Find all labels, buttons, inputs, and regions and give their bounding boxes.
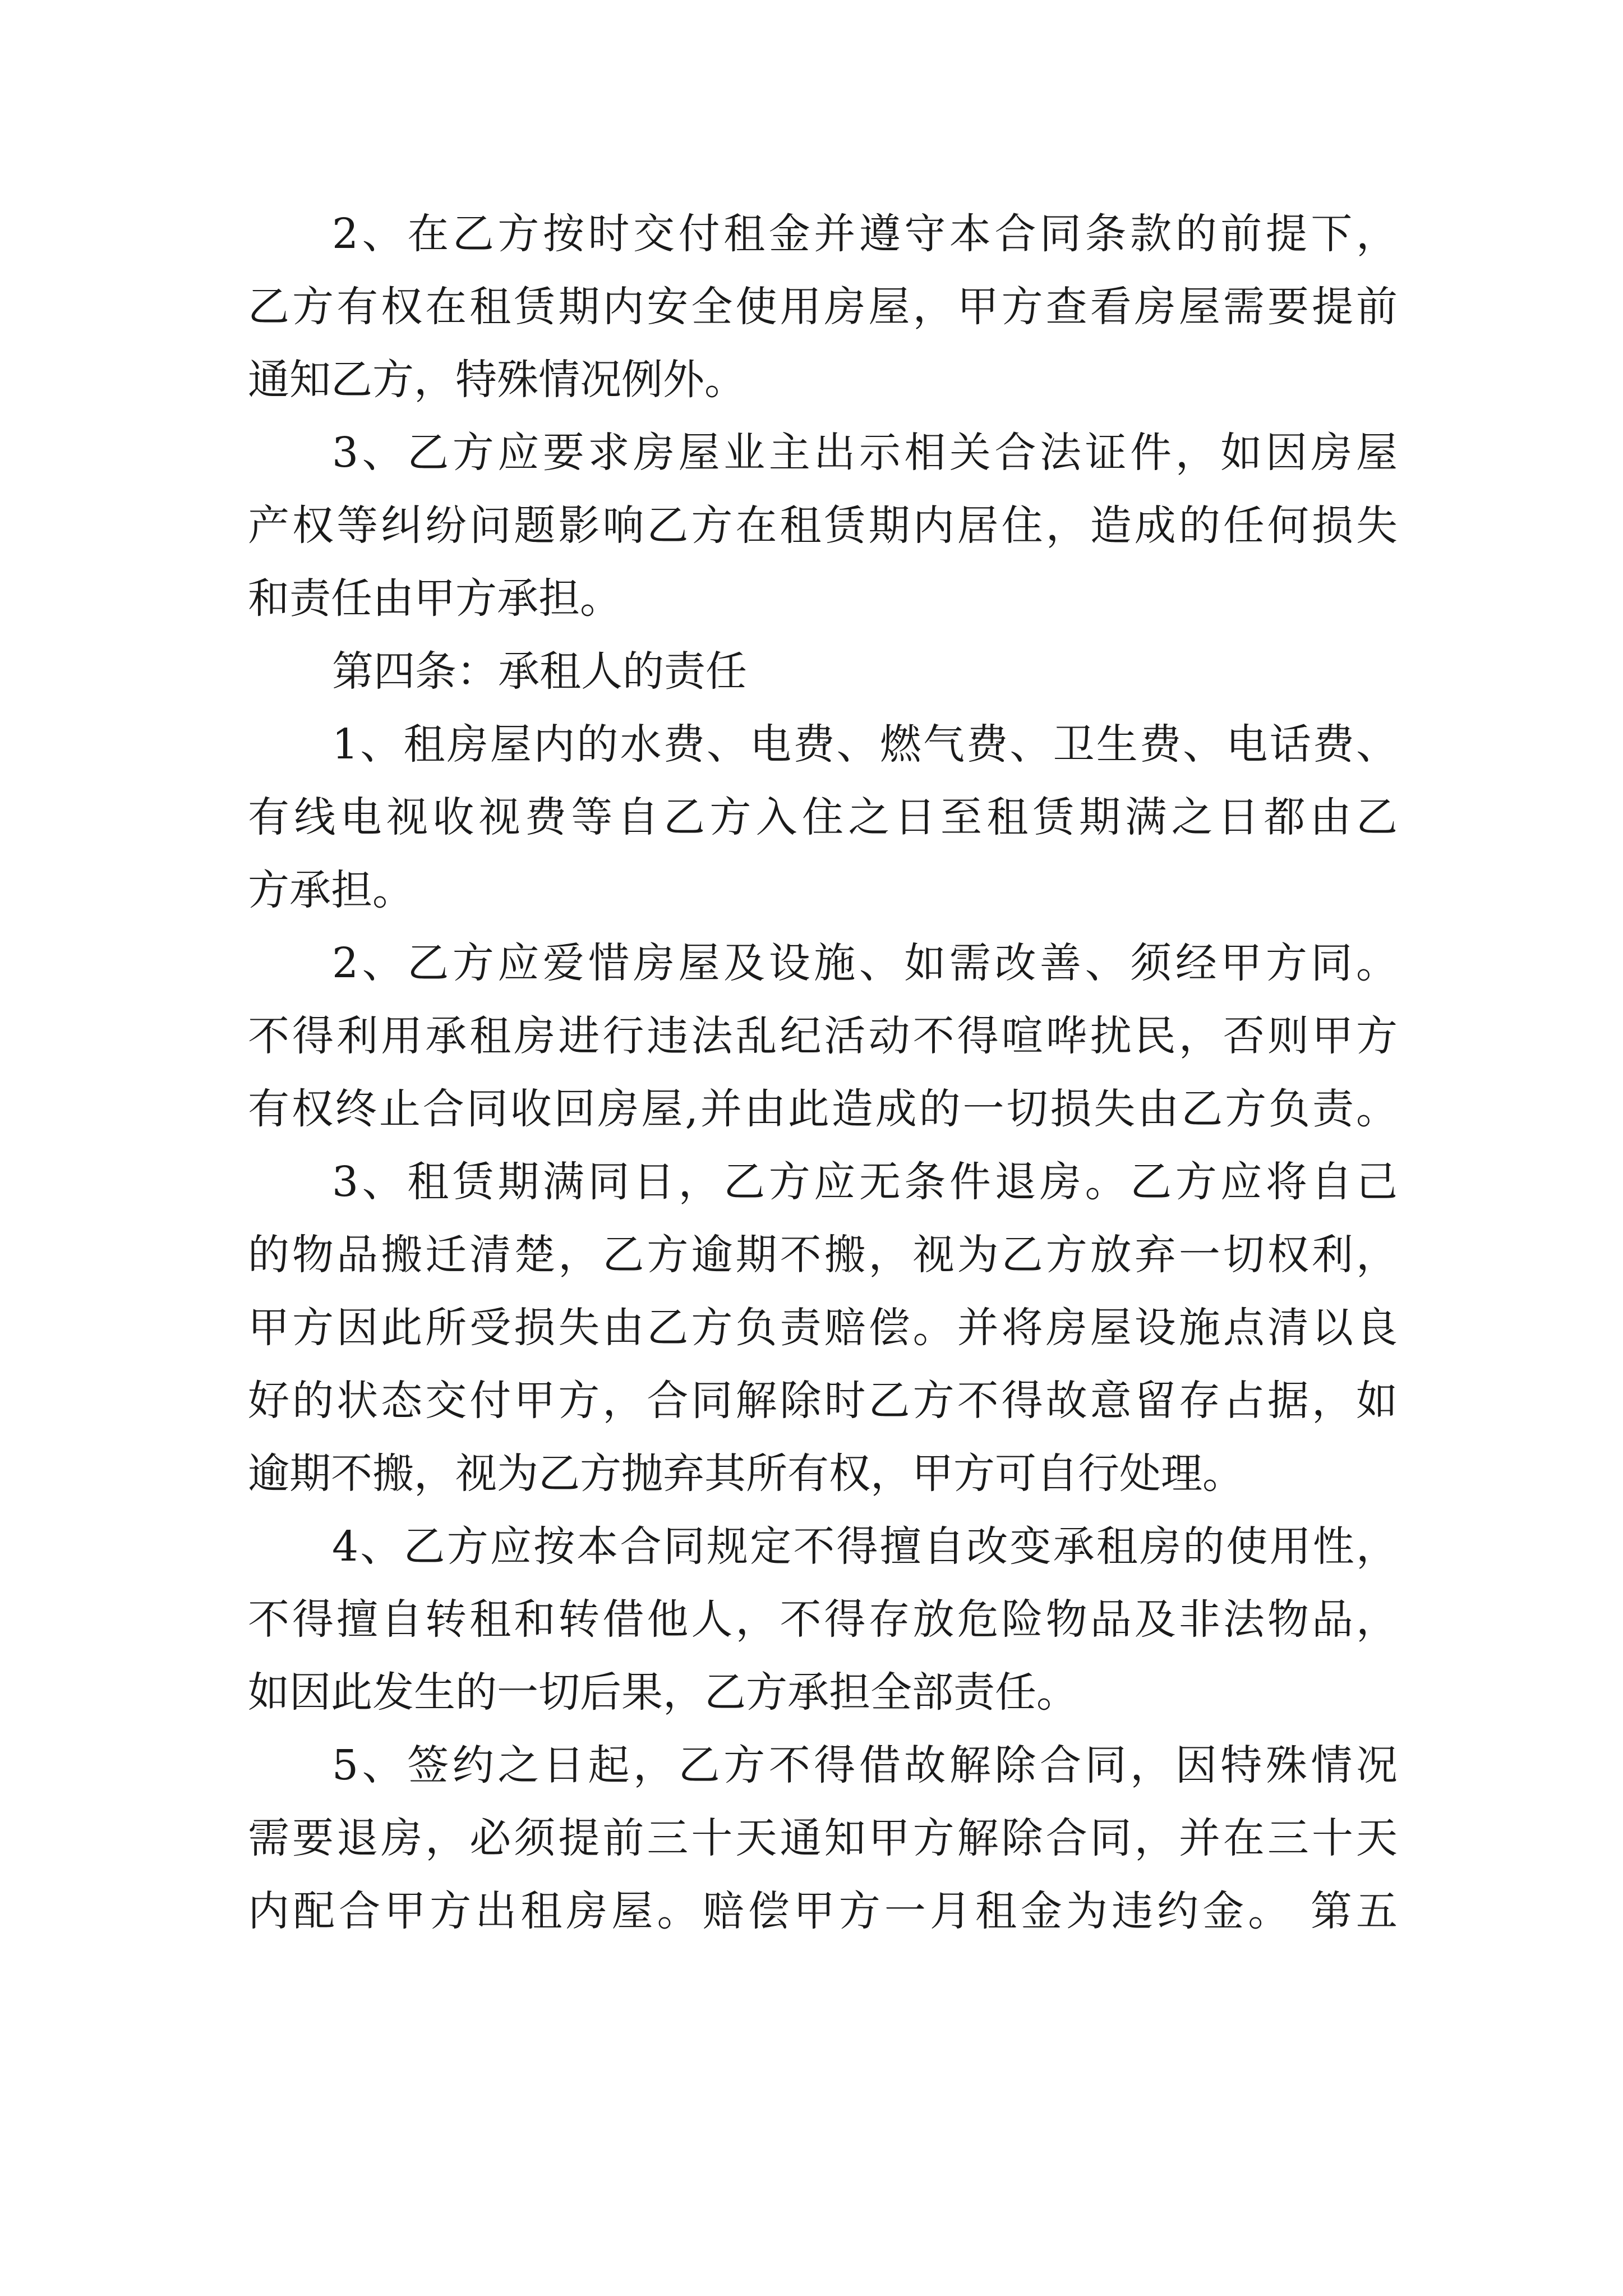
paragraph-line: 有权终止合同收回房屋,并由此造成的一切损失由乙方负责。: [248, 1085, 1398, 1133]
paragraph-first-line: 3、租赁期满同日，乙方应无条件退房。乙方应将自己: [332, 1158, 1398, 1206]
paragraph-first-line: 3、乙方应要求房屋业主出示相关合法证件，如因房屋: [332, 429, 1398, 477]
paragraph-line: 甲方因此所受损失由乙方负责赔偿。并将房屋设施点清以良: [248, 1304, 1398, 1352]
paragraph-first-line: 2、在乙方按时交付租金并遵守本合同条款的前提下，: [332, 210, 1398, 258]
paragraph-line: 乙方有权在租赁期内安全使用房屋，甲方查看房屋需要提前: [248, 283, 1398, 331]
paragraph-first-line: 4、乙方应按本合同规定不得擅自改变承租房的使用性，: [332, 1522, 1398, 1571]
paragraph-line: 方承担。: [248, 866, 414, 914]
paragraph-line: 的物品搬迁清楚，乙方逾期不搬，视为乙方放弃一切权利，: [248, 1231, 1398, 1279]
paragraph-line: 好的状态交付甲方，合同解除时乙方不得故意留存占据，如: [248, 1377, 1398, 1425]
paragraph-first-line: 2、乙方应爱惜房屋及设施、如需改善、须经甲方同。: [332, 939, 1398, 987]
paragraph-line: 和责任由甲方承担。: [248, 574, 621, 623]
paragraph-line: 逾期不搬，视为乙方抛弃其所有权，甲方可自行处理。: [248, 1450, 1244, 1498]
contract-text-body: [248, 197, 1398, 1948]
paragraph-line: 如因此发生的一切后果，乙方承担全部责任。: [248, 1668, 1078, 1717]
paragraph-line: 不得利用承租房进行违法乱纪活动不得喧哗扰民，否则甲方: [248, 1012, 1398, 1060]
paragraph-first-line: 第四条：承租人的责任: [332, 647, 747, 696]
paragraph-line: 内配合甲方出租房屋。赔偿甲方一月租金为违约金。 第五: [248, 1887, 1398, 1935]
paragraph-line: 通知乙方，特殊情况例外。: [248, 356, 746, 404]
paragraph-first-line: 1、租房屋内的水费、电费、燃气费、卫生费、电话费、: [332, 720, 1398, 769]
paragraph-line: 产权等纠纷问题影响乙方在租赁期内居住，造成的任何损失: [248, 501, 1398, 550]
paragraph-line: 不得擅自转租和转借他人，不得存放危险物品及非法物品，: [248, 1595, 1398, 1644]
paragraph-first-line: 5、签约之日起，乙方不得借故解除合同，因特殊情况: [332, 1741, 1398, 1789]
paragraph-line: 需要退房，必须提前三十天通知甲方解除合同，并在三十天: [248, 1814, 1398, 1862]
paragraph-line: 有线电视收视费等自乙方入住之日至租赁期满之日都由乙: [248, 793, 1398, 841]
